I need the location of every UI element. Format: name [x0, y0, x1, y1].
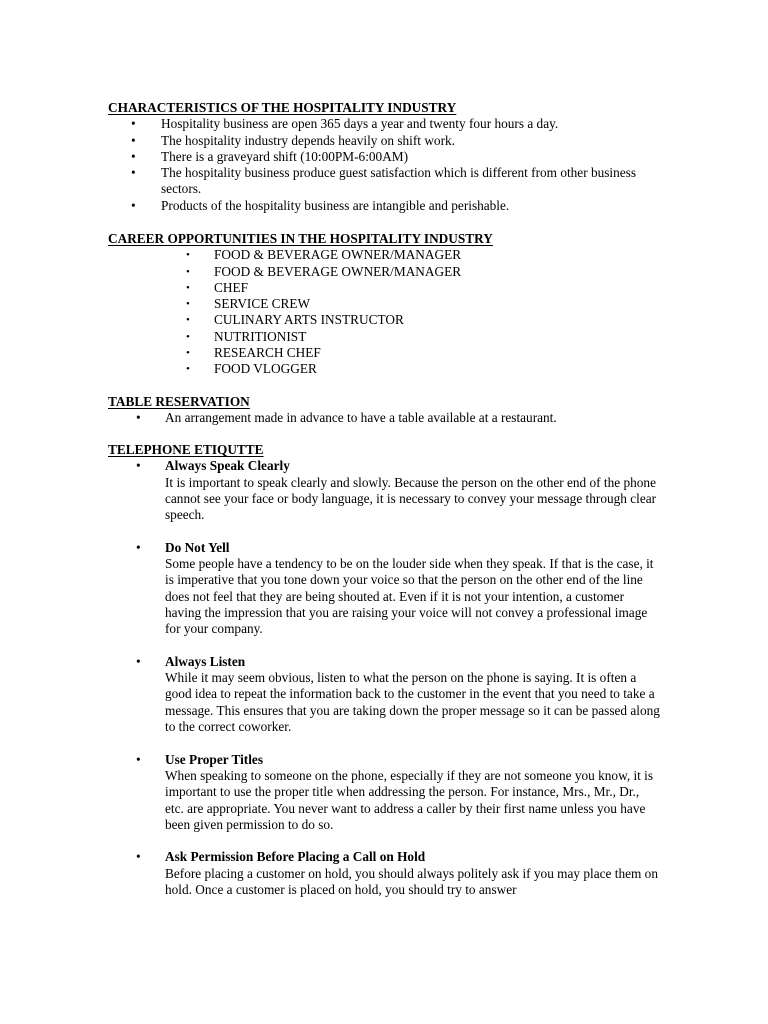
etiquette-title: Always Listen [165, 653, 246, 669]
list-item [108, 752, 688, 833]
list-item [108, 458, 688, 523]
list-item [108, 165, 688, 198]
etiquette-title: Use Proper Titles [165, 751, 263, 767]
list-item [108, 329, 688, 345]
etiquette-text: Some people have a tendency to be on the louder side when they speak. If that is the case, it is imperative that you tone down your voice so that the person on the other end of the line does not feel that they are being shouted at. Even if it is not your intention, a customer having the impression that you are raising your voice will not convey a professional image for your company. [165, 556, 654, 637]
careers-section [108, 231, 688, 378]
bullet-icon: • [131, 148, 136, 164]
bullet-icon: • [136, 539, 141, 555]
characteristics-list [108, 116, 688, 214]
list-item-text: CHEF [214, 279, 248, 295]
list-item [108, 345, 688, 361]
bullet-icon: • [186, 363, 190, 376]
list-item-text: SERVICE CREW [214, 296, 311, 312]
list-item [108, 247, 688, 263]
bullet-icon: • [136, 410, 141, 426]
list-item [108, 654, 688, 735]
list-item-text: The hospitality industry depends heavily on shift work. [161, 132, 455, 148]
list-item [108, 133, 688, 149]
bullet-icon: • [136, 458, 141, 474]
reservation-section [108, 394, 688, 427]
list-item-text: FOOD & BEVERAGE OWNER/MANAGER [214, 263, 462, 279]
bullet-icon: • [186, 330, 190, 343]
list-item [108, 410, 688, 426]
list-item [108, 264, 688, 280]
list-item [108, 280, 688, 296]
etiquette-text: Before placing a customer on hold, you should always politely ask if you may place them on hold. Once a customer is placed on hold, you should try to answer [165, 865, 658, 898]
list-item [108, 116, 688, 132]
bullet-icon: • [131, 165, 136, 181]
bullet-icon: • [136, 653, 141, 669]
list-item [108, 198, 688, 214]
list-item [108, 540, 688, 638]
characteristics-heading: CHARACTERISTICS OF THE HOSPITALITY INDUSTRY [108, 100, 457, 115]
reservation-list [108, 410, 688, 426]
bullet-icon: • [186, 249, 190, 262]
list-item-text: NUTRITIONIST [214, 328, 307, 344]
list-item-text: The hospitality business produce guest satisfaction which is different from other business sectors. [161, 165, 637, 197]
reservation-heading: TABLE RESERVATION [108, 394, 250, 409]
bullet-icon: • [136, 849, 141, 865]
etiquette-title: Do Not Yell [165, 539, 230, 555]
etiquette-title: Ask Permission Before Placing a Call on Hold [165, 849, 426, 865]
list-item-text: CULINARY ARTS INSTRUCTOR [214, 312, 404, 328]
etiquette-text: It is important to speak clearly and slowly. Because the person on the other end of the phone cannot see your face or body language, it is necessary to convey your message through clear speech. [165, 474, 657, 523]
list-item-text: Products of the hospitality business are intangible and perishable. [161, 197, 510, 213]
etiquette-text: When speaking to someone on the phone, especially if they are not someone you know, it is important to use the proper title when addressing the person. For instance, Mrs., Mr., Dr., etc. are appropriate. You never want to address a caller by their first name unless you have been given permission to do so. [165, 767, 654, 832]
characteristics-section [108, 100, 688, 214]
list-item [108, 361, 688, 377]
telephone-heading: TELEPHONE ETIQUTTE [108, 442, 264, 457]
list-item-text: FOOD & BEVERAGE OWNER/MANAGER [214, 247, 462, 263]
telephone-section [108, 442, 688, 898]
list-item-text: FOOD VLOGGER [214, 361, 317, 377]
list-item-text: RESEARCH CHEF [214, 345, 321, 361]
careers-list [108, 247, 688, 377]
list-item-text: Hospitality business are open 365 days a year and twenty four hours a day. [161, 116, 559, 132]
telephone-list [108, 458, 688, 898]
bullet-icon: • [136, 751, 141, 767]
list-item [108, 149, 688, 165]
careers-heading: CAREER OPPORTUNITIES IN THE HOSPITALITY INDUSTRY [108, 231, 493, 246]
list-item-text: An arrangement made in advance to have a table available at a restaurant. [165, 410, 557, 426]
bullet-icon: • [186, 281, 190, 294]
bullet-icon: • [186, 298, 190, 311]
bullet-icon: • [186, 314, 190, 327]
bullet-icon: • [131, 132, 136, 148]
etiquette-title: Always Speak Clearly [165, 458, 290, 474]
bullet-icon: • [131, 116, 136, 132]
list-item [108, 296, 688, 312]
bullet-icon: • [186, 265, 190, 278]
etiquette-text: While it may seem obvious, listen to what the person on the phone is saying. It is often a good idea to repeat the information back to the customer in the event that you need to take a message. This ensures that you are taking down the proper message so it can be passed along to the correct coworker. [165, 670, 660, 735]
bullet-icon: • [131, 197, 136, 213]
list-item [108, 312, 688, 328]
bullet-icon: • [186, 347, 190, 360]
list-item [108, 849, 688, 898]
list-item-text: There is a graveyard shift (10:00PM-6:00AM) [161, 148, 409, 164]
